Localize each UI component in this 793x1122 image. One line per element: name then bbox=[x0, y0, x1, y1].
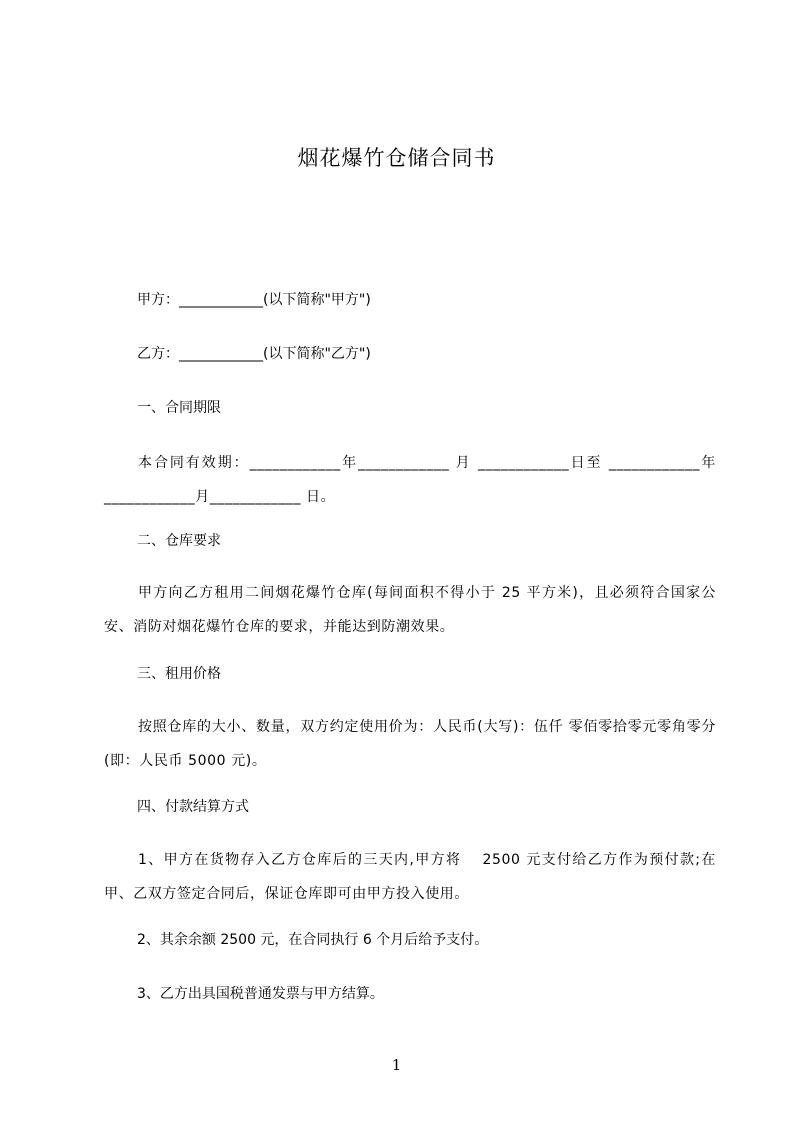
document-title: 烟花爆竹仓储合同书 bbox=[297, 146, 496, 170]
section-1-body: 本合同有效期：____________年____________ 月 ____________日至 ____________年 ____________月____________ 日。 bbox=[104, 455, 716, 505]
section-4-heading: 四、付款结算方式 bbox=[137, 799, 249, 815]
section-1-heading: 一、合同期限 bbox=[137, 400, 221, 416]
party-b-line: 乙方：____________(以下简称"乙方") bbox=[137, 346, 371, 362]
section-2-heading: 二、仓库要求 bbox=[137, 533, 221, 549]
section-4-item-3: 3、乙方出具国税普通发票与甲方结算。 bbox=[137, 986, 384, 1002]
section-4-item-1: 1、甲方在货物存入乙方仓库后的三天内,甲方将 2500 元支付给乙方作为预付款;在甲、乙双方签定合同后，保证仓库即可由甲方投入使用。 bbox=[104, 852, 716, 902]
page-number: 1 bbox=[391, 1056, 402, 1074]
section-3-heading: 三、租用价格 bbox=[137, 666, 221, 682]
section-4-item-2: 2、其余余额 2500 元，在合同执行 6 个月后给予支付。 bbox=[137, 932, 489, 948]
section-3-body: 按照仓库的大小、数量，双方约定使用价为：人民币(大写)：伍仟 零佰零拾零元零角零分(即：人民币 5000 元)。 bbox=[104, 719, 716, 769]
section-2-body: 甲方向乙方租用二间烟花爆竹仓库(每间面积不得小于 25 平方米)，且必须符合国家公安、消防对烟花爆竹仓库的要求，并能达到防潮效果。 bbox=[104, 585, 716, 635]
party-a-line: 甲方：____________(以下简称"甲方") bbox=[137, 292, 371, 308]
